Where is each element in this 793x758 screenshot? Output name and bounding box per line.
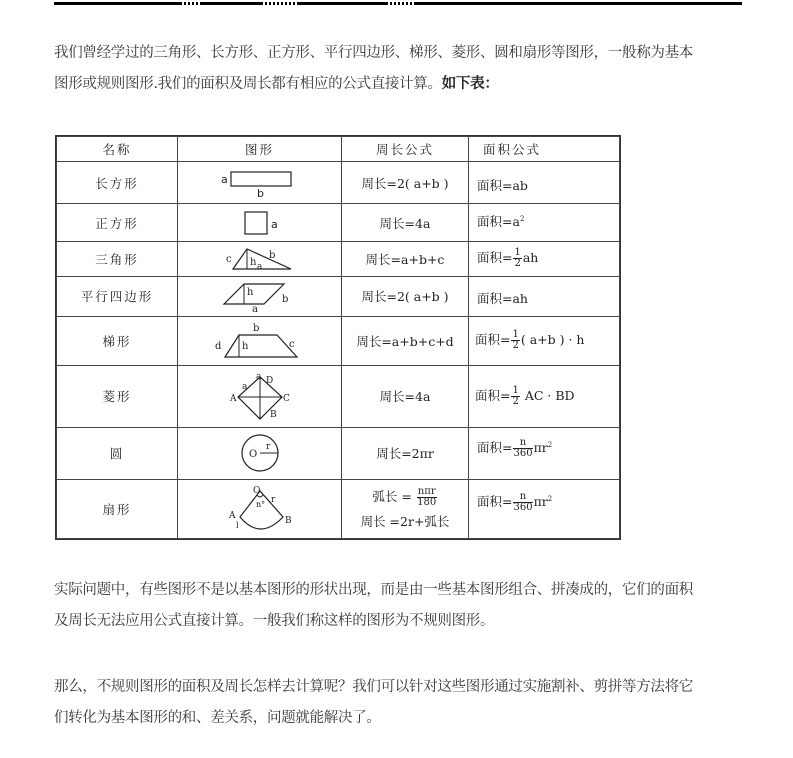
svg-text:a: a xyxy=(241,382,247,393)
shape-name: 菱形 xyxy=(57,366,178,428)
svg-text:r: r xyxy=(265,442,270,453)
table-header-row xyxy=(57,137,620,162)
shape-name: 扇形 xyxy=(57,479,178,538)
area-formula: 面积= $\frac{n}{360}$ $\pi r^2$ xyxy=(469,427,620,479)
circle-icon xyxy=(235,432,285,474)
rectangle-icon xyxy=(215,166,305,200)
intro-line-2: 图形或规则图形.我们的面积及周长都有相应的公式直接计算。如下表： xyxy=(54,76,499,92)
rhombus-icon xyxy=(220,371,300,421)
fraction: $\frac{1}{2}$ xyxy=(514,247,521,270)
header-area: 面积公式 xyxy=(469,137,620,162)
perimeter-formula: 周长=a+b+c+d xyxy=(342,316,469,366)
perimeter-formula: 周长=4a xyxy=(342,204,469,241)
shape-name: 正方形 xyxy=(57,204,178,241)
method-line-1: 那么，不规则图形的面积及周长怎样去计算呢？我们可以针对这些图形通过实施割补、剪拼等方法将它 xyxy=(54,679,693,695)
svg-text:c: c xyxy=(288,338,295,350)
shape-name: 长方形 xyxy=(57,162,178,204)
triangle-icon xyxy=(225,245,295,273)
svg-text:B: B xyxy=(284,515,292,526)
circle-diagram xyxy=(178,427,342,479)
svg-text:h: h xyxy=(246,287,253,299)
perimeter-formula: 周长=2πr xyxy=(342,427,469,479)
perimeter-formula xyxy=(342,479,469,538)
perimeter-formula: 周长=a+b+c xyxy=(342,241,469,276)
shape-name: 梯形 xyxy=(57,316,178,366)
area-formula: 面积= $\frac{1}{2}$ ah xyxy=(469,241,620,276)
intro-paragraph xyxy=(54,38,744,100)
triangle-diagram xyxy=(178,241,342,276)
intro-line-1: 我们曾经学过的三角形、长方形、正方形、平行四边形、梯形、菱形、圆和扇形等图形，一般称为基本 xyxy=(54,45,693,61)
fraction: $\frac{1}{2}$ xyxy=(512,329,519,352)
area-formula: 面积= $\frac{1}{2}$ ( a+b ) · h xyxy=(469,316,620,366)
fraction: $\frac{1}{2}$ xyxy=(512,384,519,407)
table-row xyxy=(57,241,620,276)
svg-text:a: a xyxy=(255,372,261,383)
shape-name: 平行四边形 xyxy=(57,276,178,316)
table-row xyxy=(57,479,620,538)
table-row xyxy=(57,162,620,204)
svg-text:a: a xyxy=(270,217,278,231)
svg-text:b: b xyxy=(268,249,275,261)
header-shape: 图形 xyxy=(178,137,342,162)
rectangle-diagram xyxy=(178,162,342,204)
svg-text:a: a xyxy=(256,261,262,272)
svg-text:d: d xyxy=(214,340,221,352)
table-row xyxy=(57,316,620,366)
sector-perimeter-formula: 周长 =2r+弧长 xyxy=(360,514,450,530)
table-row xyxy=(57,366,620,428)
sector-icon xyxy=(215,485,305,533)
area-formula: 面积= $\frac{n}{360}$ $\pi r^2$ xyxy=(469,479,620,538)
table-row xyxy=(57,276,620,316)
sector-diagram xyxy=(178,479,342,538)
area-formula: 面积= $\frac{1}{2}$ AC · BD xyxy=(469,366,620,428)
svg-text:A: A xyxy=(228,510,235,521)
perimeter-formula: 周长=4a xyxy=(342,366,469,428)
trapezoid-diagram xyxy=(178,316,342,366)
svg-text:A: A xyxy=(229,394,236,405)
irregular-line-1: 实际问题中，有些图形不是以基本图形的形状出现，而是由一些基本图形组合、拼凑成的，它们的面积 xyxy=(54,582,693,598)
fraction: $\frac{\text{nπr}}{180}$ xyxy=(417,486,437,509)
svg-text:C: C xyxy=(282,394,290,405)
parallelogram-diagram xyxy=(178,276,342,316)
intro-bold-text: 如下表： xyxy=(441,76,499,92)
method-line-2: 们转化为基本图形的和、差关系，问题就能解决了。 xyxy=(54,710,381,726)
svg-text:n°: n° xyxy=(255,499,265,509)
trapezoid-icon xyxy=(215,321,305,361)
shape-name: 三角形 xyxy=(57,241,178,276)
svg-text:O: O xyxy=(252,485,260,496)
svg-text:l: l xyxy=(235,520,239,530)
table-row xyxy=(57,204,620,241)
perimeter-formula: 周长=2( a+b ) xyxy=(342,162,469,204)
table-row xyxy=(57,427,620,479)
square-diagram xyxy=(178,204,342,241)
square-icon xyxy=(235,208,285,238)
header-perimeter: 周长公式 xyxy=(342,137,469,162)
svg-text:h: h xyxy=(241,340,248,352)
svg-text:c: c xyxy=(225,253,232,265)
arc-length-formula: 弧长 = $\frac{\text{nπr}}{180}$ xyxy=(372,486,437,509)
rhombus-diagram xyxy=(178,366,342,428)
irregular-paragraph xyxy=(54,575,744,637)
method-paragraph xyxy=(54,672,744,734)
svg-text:a: a xyxy=(220,172,228,186)
svg-text:b: b xyxy=(256,186,264,200)
parallelogram-icon xyxy=(220,280,300,312)
top-divider xyxy=(54,2,742,5)
fraction: $\frac{n}{360}$ xyxy=(513,490,533,513)
svg-text:r: r xyxy=(270,494,275,505)
area-formula: 面积$=a^2$ xyxy=(469,204,620,241)
svg-text:D: D xyxy=(265,376,273,387)
svg-text:B: B xyxy=(269,410,277,421)
svg-text:a: a xyxy=(251,304,258,313)
header-name: 名称 xyxy=(57,137,178,162)
svg-text:O: O xyxy=(248,449,257,461)
svg-text:h: h xyxy=(249,256,256,268)
fraction: $\frac{n}{360}$ xyxy=(513,436,533,459)
area-formula: 面积=ab xyxy=(469,162,620,204)
svg-text:b: b xyxy=(281,294,288,306)
formula-table xyxy=(55,135,621,540)
perimeter-formula: 周长=2( a+b ) xyxy=(342,276,469,316)
svg-text:b: b xyxy=(252,322,259,334)
shape-name: 圆 xyxy=(57,427,178,479)
area-formula: 面积=ah xyxy=(469,276,620,316)
irregular-line-2: 及周长无法应用公式直接计算。一般我们称这样的图形为不规则图形。 xyxy=(54,613,495,629)
